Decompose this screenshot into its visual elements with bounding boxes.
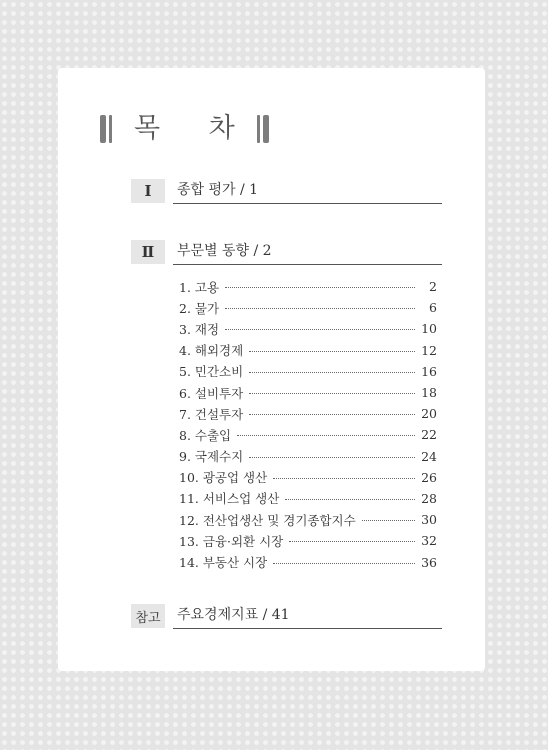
section-badge: Ⅱ	[131, 240, 165, 264]
toc-item[interactable]	[179, 424, 437, 445]
title-row	[100, 114, 269, 144]
section-heading: 종합 평가 / 1	[173, 179, 442, 204]
leader-dots	[273, 478, 415, 479]
toc-page: 22	[421, 427, 437, 443]
toc-item[interactable]	[179, 276, 437, 297]
toc-page: 2	[429, 279, 437, 295]
leader-dots	[225, 329, 415, 330]
toc-page: 20	[421, 406, 437, 422]
leader-dots	[249, 393, 415, 394]
leader-dots	[249, 414, 415, 415]
leader-dots	[249, 351, 415, 352]
toc-label: 8. 수출입	[179, 427, 232, 443]
leader-dots	[225, 308, 415, 309]
toc-page: 6	[429, 300, 437, 316]
section-2[interactable]	[131, 240, 442, 264]
toc-label: 14. 부동산 시장	[179, 555, 268, 571]
leader-dots	[225, 287, 415, 288]
section-badge: 참고	[131, 604, 165, 628]
bar-thin	[257, 115, 260, 143]
toc-label: 4. 해외경제	[179, 343, 244, 359]
toc-page: 18	[421, 385, 437, 401]
leader-dots	[249, 372, 415, 373]
page-title: 목 차	[134, 113, 255, 144]
toc-page: 32	[421, 533, 437, 549]
toc-page: 26	[421, 469, 437, 485]
right-bar-ornament	[257, 115, 269, 143]
leader-dots	[273, 563, 415, 564]
toc-label: 1. 고용	[179, 279, 220, 295]
toc-page: 28	[421, 490, 437, 506]
toc-page: 12	[421, 342, 437, 358]
toc-item[interactable]	[179, 509, 437, 530]
toc-page: 10	[421, 321, 437, 337]
leader-dots	[285, 499, 415, 500]
section-heading: 부문별 동향 / 2	[173, 240, 442, 265]
bar-thick	[263, 115, 269, 143]
bar-thin	[109, 115, 112, 143]
document-page	[58, 68, 485, 671]
toc-item[interactable]	[179, 551, 437, 572]
leader-dots	[362, 520, 415, 521]
toc-item[interactable]	[179, 446, 437, 467]
leader-dots	[249, 457, 415, 458]
leader-dots	[237, 435, 415, 436]
toc-item[interactable]	[179, 297, 437, 318]
toc-item[interactable]	[179, 530, 437, 551]
toc-page: 24	[421, 448, 437, 464]
toc-page: 36	[421, 554, 437, 570]
toc-item[interactable]	[179, 488, 437, 509]
section-badge: Ⅰ	[131, 179, 165, 203]
toc-item[interactable]	[179, 382, 437, 403]
toc-label: 9. 국제수지	[179, 449, 244, 465]
toc-page: 16	[421, 363, 437, 379]
toc-page: 30	[421, 512, 437, 528]
section-1[interactable]	[131, 179, 442, 203]
section-appendix[interactable]	[131, 604, 442, 628]
toc-label: 3. 재정	[179, 321, 220, 337]
toc-label: 11. 서비스업 생산	[179, 491, 280, 507]
section-heading: 주요경제지표 / 41	[173, 604, 442, 629]
bar-thick	[100, 115, 106, 143]
toc-list	[179, 276, 437, 573]
toc-label: 2. 물가	[179, 300, 220, 316]
toc-item[interactable]	[179, 318, 437, 339]
left-bar-ornament	[100, 115, 112, 143]
toc-item[interactable]	[179, 403, 437, 424]
toc-label: 10. 광공업 생산	[179, 470, 268, 486]
toc-label: 5. 민간소비	[179, 364, 244, 380]
leader-dots	[289, 541, 415, 542]
toc-label: 7. 건설투자	[179, 406, 244, 422]
toc-label: 6. 설비투자	[179, 385, 244, 401]
toc-label: 13. 금융·외환 시장	[179, 533, 284, 549]
toc-label: 12. 전산업생산 및 경기종합지수	[179, 512, 356, 528]
toc-item[interactable]	[179, 467, 437, 488]
toc-item[interactable]	[179, 340, 437, 361]
toc-item[interactable]	[179, 361, 437, 382]
